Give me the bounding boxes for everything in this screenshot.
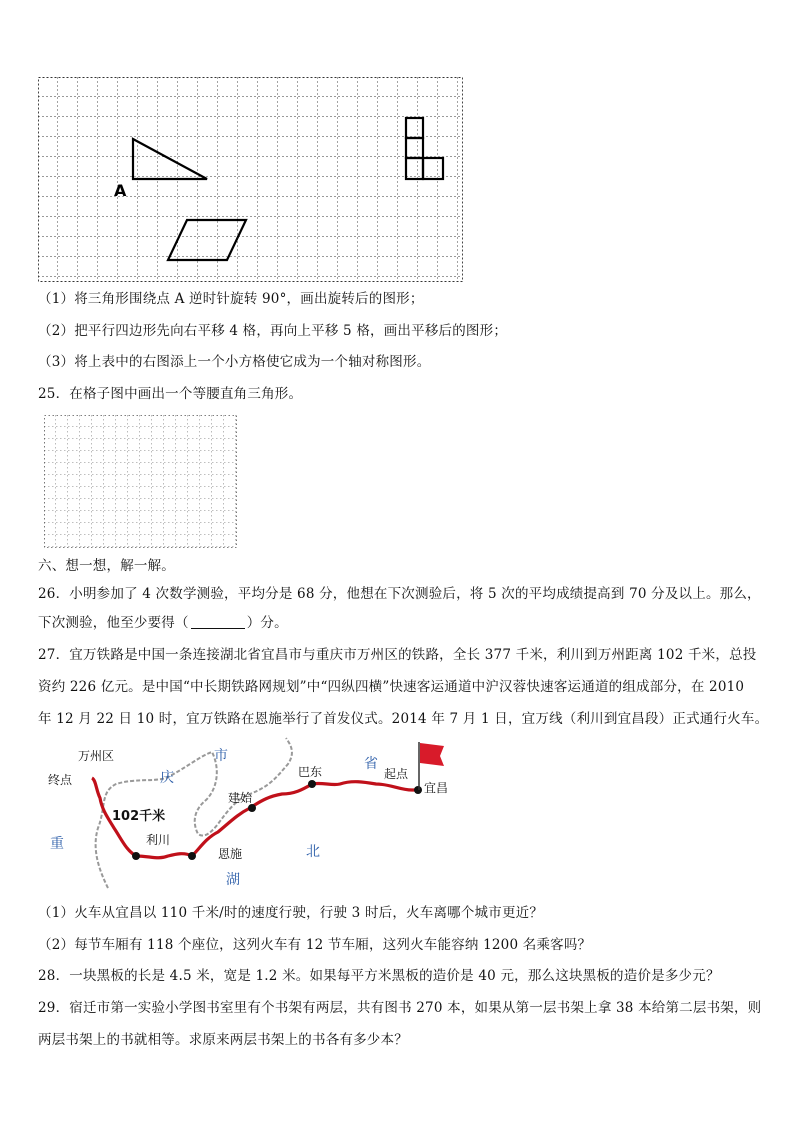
badong-dot [308, 780, 316, 788]
figure-grid-1 [38, 77, 464, 283]
jianshi-dot [248, 804, 256, 812]
label-enshi: 恩施 [218, 847, 243, 861]
q26-prefix: 下次测验，他至少要得（ [38, 615, 189, 631]
q27-line-3: 年 12 月 22 日 10 时，宜万铁路在恩施举行了首发仪式。2014 年 7 月 1 日，宜万线（利川到宜昌段）正式通行火车。 [38, 711, 769, 727]
enshi-dot [188, 852, 196, 860]
region-sheng: 省 [364, 756, 378, 772]
region-qing: 庆 [160, 770, 174, 786]
q29-line-2: 两层书架上的书就相等。求原来两层书架上的书各有多少本？ [38, 1032, 408, 1048]
q29-line-1: 29．宿迁市第一实验小学图书室里有个书架有两层，共有图书 270 本，如果从第一层书架上拿 38 本给第二层书架，则 [38, 1000, 762, 1016]
q27-line-2: 资约 226 亿元。是中国“中长期铁路网规划”中“四纵四横”快速客运通道中沪汉蓉快速客运通道的组成部分，在 2010 [38, 679, 745, 695]
q26-line-1: 26．小明参加了 4 次数学测验，平均分是 68 分，他想在下次测验后，将 5 次的平均成绩提高到 70 分及以上。那么， [38, 586, 761, 602]
figure-grid-2 [44, 415, 238, 549]
label-start: 起点 [384, 767, 409, 781]
railway-map [40, 738, 460, 890]
answer-blank[interactable] [191, 616, 245, 629]
q27-line-1: 27．宜万铁路是中国一条连接湖北省宜昌市与重庆市万州区的铁路，全长 377 千米，利川到万州距离 102 千米，总投 [38, 647, 757, 663]
label-jianshi: 建始 [228, 791, 253, 805]
region-hu: 湖 [226, 872, 240, 888]
region-shi: 市 [214, 748, 228, 764]
q27-sub-2: （2）每节车厢有 118 个座位，这列火车有 12 节车厢，这列火车能容纳 1200 名乘客吗？ [38, 937, 592, 953]
region-chong: 重 [50, 836, 64, 852]
yichang-dot [414, 786, 422, 794]
label-lichuan: 利川 [146, 833, 171, 847]
q27-sub-1: （1）火车从宜昌以 110 千米/时的速度行驶，行驶 3 时后，火车离哪个城市更近？ [38, 905, 544, 921]
q26-suffix: ）分。 [246, 615, 288, 631]
q25-text: 25．在格子图中画出一个等腰直角三角形。 [38, 386, 303, 402]
q28-text: 28．一块黑板的长是 4.5 米，宽是 1.2 米。如果每平方米黑板的造价是 40 元，那么这块黑板的造价是多少元？ [38, 968, 720, 984]
region-bei: 北 [306, 844, 320, 860]
q24-sub-3: （3）将上表中的右图添上一个小方格使它成为一个轴对称图形。 [38, 354, 431, 370]
q24-sub-2: （2）把平行四边形先向右平移 4 格，再向上平移 5 格，画出平移后的图形； [38, 323, 508, 339]
lichuan-dot [132, 852, 140, 860]
label-yichang: 宜昌 [424, 781, 449, 795]
q26-line-2 [38, 614, 288, 632]
point-a-label: A [114, 181, 127, 200]
label-badong: 巴东 [298, 765, 323, 779]
label-terminal: 终点 [48, 773, 73, 787]
q24-sub-1: （1）将三角形围绕点 A 逆时针旋转 90°，画出旋转后的图形； [38, 291, 424, 307]
label-distance: 102千米 [112, 809, 166, 824]
label-wanzhou: 万州区 [78, 749, 115, 763]
section-6-title: 六、想一想，解一解。 [38, 558, 175, 574]
